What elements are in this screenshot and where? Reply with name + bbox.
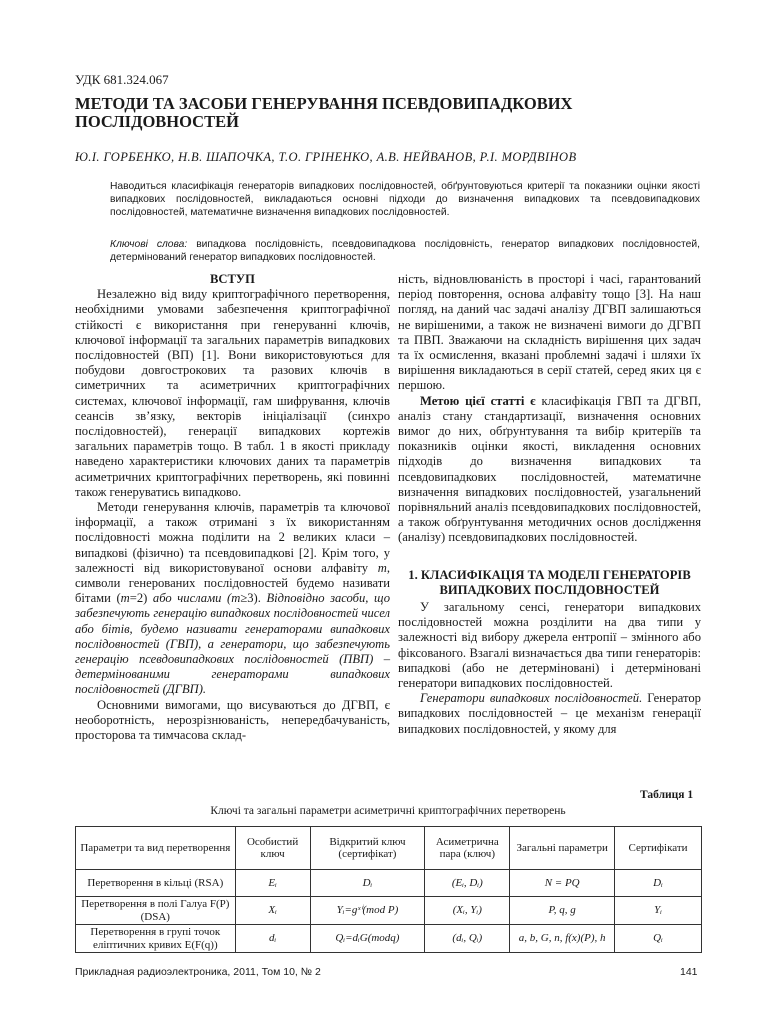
- column-right: [398, 272, 701, 737]
- paragraph: Метою цієї статті є класифікація ГВП та ДГВП, аналіз стану стандартизації, визначення основних вимог до них, обґрунтування та вибір критеріїв та показників оцінки якості, викладення основних підходів до визначення випадкових та псевдовипадкових послідовностей, математичне визначення випадкових послідовностей, узагальнений порівняльний аналіз псевдовипадкових послідовностей, а також обґрунтування методичних основ дослідження (аналізу) псевдовипадкових послідовностей.: [398, 393, 701, 545]
- keywords: [110, 238, 700, 264]
- table-cell: Dᵢ: [615, 870, 702, 897]
- paragraph: Основними вимогами, що висуваються до ДГВП, є необоротність, нерозрізнюваність, непередбачуваність, просторова та тимчасова склад-: [75, 697, 390, 743]
- table-header-cell: Сертифікати: [615, 827, 702, 870]
- table-cell: Перетворення в групі точок еліптичних кривих E(F(q)): [76, 925, 236, 953]
- table-cell: Перетворення в кільці (RSA): [76, 870, 236, 897]
- section-heading-intro: ВСТУП: [210, 272, 255, 286]
- table-cell: Yᵢ=gˣⁱ(mod P): [310, 897, 425, 925]
- table-cell: (dᵢ, Qᵢ): [425, 925, 510, 953]
- table-cell: Xᵢ: [235, 897, 310, 925]
- journal-footer: Прикладная радиоэлектроника, 2011, Том 10, № 2: [75, 966, 321, 978]
- table-cell: Перетворення в полі Галуа F(P) (DSA): [76, 897, 236, 925]
- table-cell: a, b, G, n, f(x)(P), h: [510, 925, 615, 953]
- udk-code: УДК 681.324.067: [75, 72, 169, 87]
- table-header-cell: Відкритий ключ (сертифікат): [310, 827, 425, 870]
- table-caption: Ключі та загальні параметри асиметричні криптографічних перетворень: [210, 805, 566, 817]
- parameters-table: [75, 826, 702, 953]
- paragraph: У загальному сенсі, генератори випадкових послідовностей можна розділити на два типи у залежності від вибору джерела ентропії – змінного або фіксованого. Взагалі визначається два типи генераторів: випадкові (або не детерміновані) і детерміновані генератори випадкових послідовностей.: [398, 600, 701, 691]
- column-left: [75, 272, 390, 743]
- table-cell: Qᵢ=dᵢG(modq): [310, 925, 425, 953]
- table-cell: Yᵢ: [615, 897, 702, 925]
- table-number: Таблиця 1: [640, 789, 694, 801]
- keywords-text: випадкова послідовність, псевдовипадкова послідовність, генератор випадкових послідовностей, детермінований генератор випадкових послідовностей.: [110, 239, 700, 264]
- paragraph: ність, відновлюваність в просторі і часі, гарантований період повторення, основа алфавіту тощо [3]. На наш погляд, на даний час задачі аналізу ДГВП залишаються не вирішеними, а також не визначені вимоги до ДГВП та ПВП. Зважаючи на складність вирішення цих задач та їх осмислення, вказані проблемні задачі і шляхи їх вирішення викладаються в серії статей, серед яких ця є першою.: [398, 272, 701, 393]
- table-cell: Dᵢ: [310, 870, 425, 897]
- authors: Ю.І. ГОРБЕНКО, Н.В. ШАПОЧКА, Т.О. ГРІНЕНКО, А.В. НЕЙВАНОВ, Р.І. МОРДВІНОВ: [75, 150, 577, 164]
- table-row: [76, 897, 702, 925]
- page-number: 141: [680, 966, 698, 978]
- table-cell: Qᵢ: [615, 925, 702, 953]
- table-cell: (Xᵢ, Yᵢ): [425, 897, 510, 925]
- table-row: [76, 925, 702, 953]
- table-cell: dᵢ: [235, 925, 310, 953]
- paragraph: Методи генерування ключів, параметрів та ключової інформації, а також отримані з їх використанням послідовності можна поділити на 2 великих класи – випадкові (фізично) та псевдовипадкові [2]. Крім того, у залежності від використовуваної основи алфавіту m, символи генерованих послідовностей будемо називати бітами (m=2) або числами (m≥3). Відповідно засоби, що забезпечують генерацію випадкових послідовностей чисел або бітів, будемо називати генераторами випадкових послідовностей (ГВП), а генератори, що забезпечують генерацію псевдовипадкових послідовностей (ПВП) – детермінованими генераторами випадкових послідовностей (ДГВП).: [75, 500, 390, 697]
- table-cell: N = PQ: [510, 870, 615, 897]
- table-cell: Eᵢ: [235, 870, 310, 897]
- keywords-label: Ключові слова:: [110, 239, 188, 250]
- paragraph: Генератори випадкових послідовностей. Генератор випадкових послідовностей – це механізм генерації випадкових послідовностей, у якому для: [398, 691, 701, 736]
- table-header-cell: Асиметрична пара (ключ): [425, 827, 510, 870]
- paper-title: МЕТОДИ ТА ЗАСОБИ ГЕНЕРУВАННЯ ПСЕВДОВИПАДКОВИХ ПОСЛІДОВНОСТЕЙ: [75, 94, 573, 131]
- table-header-row: [76, 827, 702, 870]
- abstract: Наводиться класифікація генераторів випадкових послідовностей, обґрунтовуються критерії та показники оцінки якості випадкових послідовностей, викладаються основні підходи до визначення випадкових та псевдовипадкових послідовностей, математичне визначення випадкових послідовностей.: [110, 181, 700, 219]
- table-header-cell: Загальні параметри: [510, 827, 615, 870]
- section-heading-classification: 1. КЛАСИФІКАЦІЯ ТА МОДЕЛІ ГЕНЕРАТОРІВ ВИПАДКОВИХ ПОСЛІДОВНОСТЕЙ: [408, 567, 691, 597]
- table-cell: P, q, g: [510, 897, 615, 925]
- table-header-cell: Особистий ключ: [235, 827, 310, 870]
- paragraph: Незалежно від виду криптографічного перетворення, необхідними умовами забезпечення криптографічної стійкості є використання при генеруванні ключів, ключової інформації та загальних параметрів випадкових послідовностей (ВП) [1]. Вони використовуються для побудови довгострокових та разових ключів в симетричних та асиметричних криптографічних системах, ключової інформації, гам шифрування, ключів сеансів зв’язку, векторів ініціалізації (синхро послідовностей), генерації випадкових кортежів загальних параметрів тощо. В табл. 1 в якості прикладу наведено характеристики ключових даних та параметрів асиметричних криптографічних перетворень, які повинні також генеруватись випадково.: [75, 287, 390, 499]
- table-cell: (Eᵢ, Dᵢ): [425, 870, 510, 897]
- table-header-cell: Параметри та вид перетворення: [76, 827, 236, 870]
- table-row: [76, 870, 702, 897]
